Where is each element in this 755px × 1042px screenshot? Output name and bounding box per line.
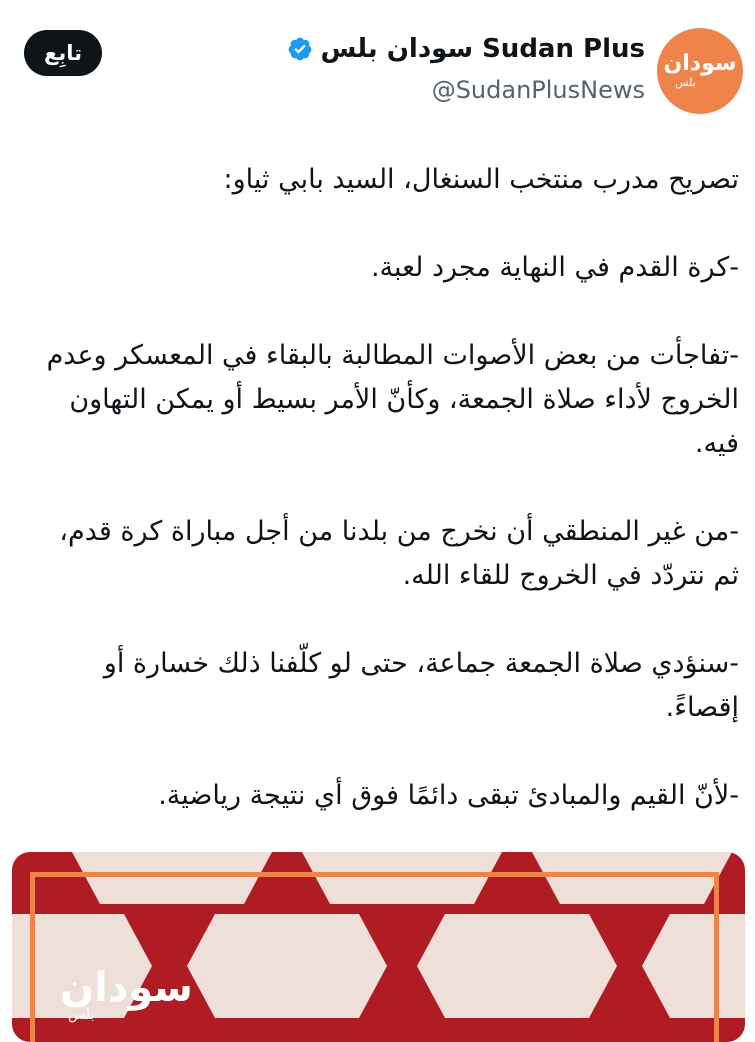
avatar-logo-text: سودان: [663, 51, 737, 76]
display-name[interactable]: سودان بلس Sudan Plus: [320, 34, 645, 64]
avatar-logo-subtext: بلس: [675, 76, 696, 89]
avatar[interactable]: [657, 28, 743, 114]
media-watermark-logo: سودان بلس: [60, 965, 193, 1023]
account-name-row: [287, 34, 645, 64]
tweet-paragraph: -كرة القدم في النهاية مجرد لعبة.: [370, 252, 739, 283]
tweet-paragraph: -سنؤدي صلاة الجمعة جماعة، حتى لو كلّفنا ذلك خسارة أو إقصاءً.: [103, 648, 739, 723]
follow-button[interactable]: تابِع: [24, 30, 102, 76]
tweet-paragraph: -تفاجأت من بعض الأصوات المطالبة بالبقاء في المعسكر وعدم الخروج لأداء صلاة الجمعة، وكأنّ الأمر بسيط أو يمكن التهاون فيه.: [46, 340, 739, 459]
tweet-text: [30, 158, 739, 862]
tweet-paragraph: -لأنّ القيم والمبادئ تبقى دائمًا فوق أي نتيجة رياضية.: [158, 780, 739, 811]
tweet-paragraph: -من غير المنطقي أن نخرج من بلدنا من أجل مباراة كرة قدم، ثم نتردّد في الخروج للقاء الله.: [59, 516, 739, 591]
tweet-paragraph: تصريح مدرب منتخب السنغال، السيد بابي ثياو:: [223, 164, 739, 195]
tweet-media-image[interactable]: [12, 852, 745, 1042]
account-handle[interactable]: @SudanPlusNews: [431, 76, 645, 104]
verified-badge-icon: [287, 36, 313, 62]
